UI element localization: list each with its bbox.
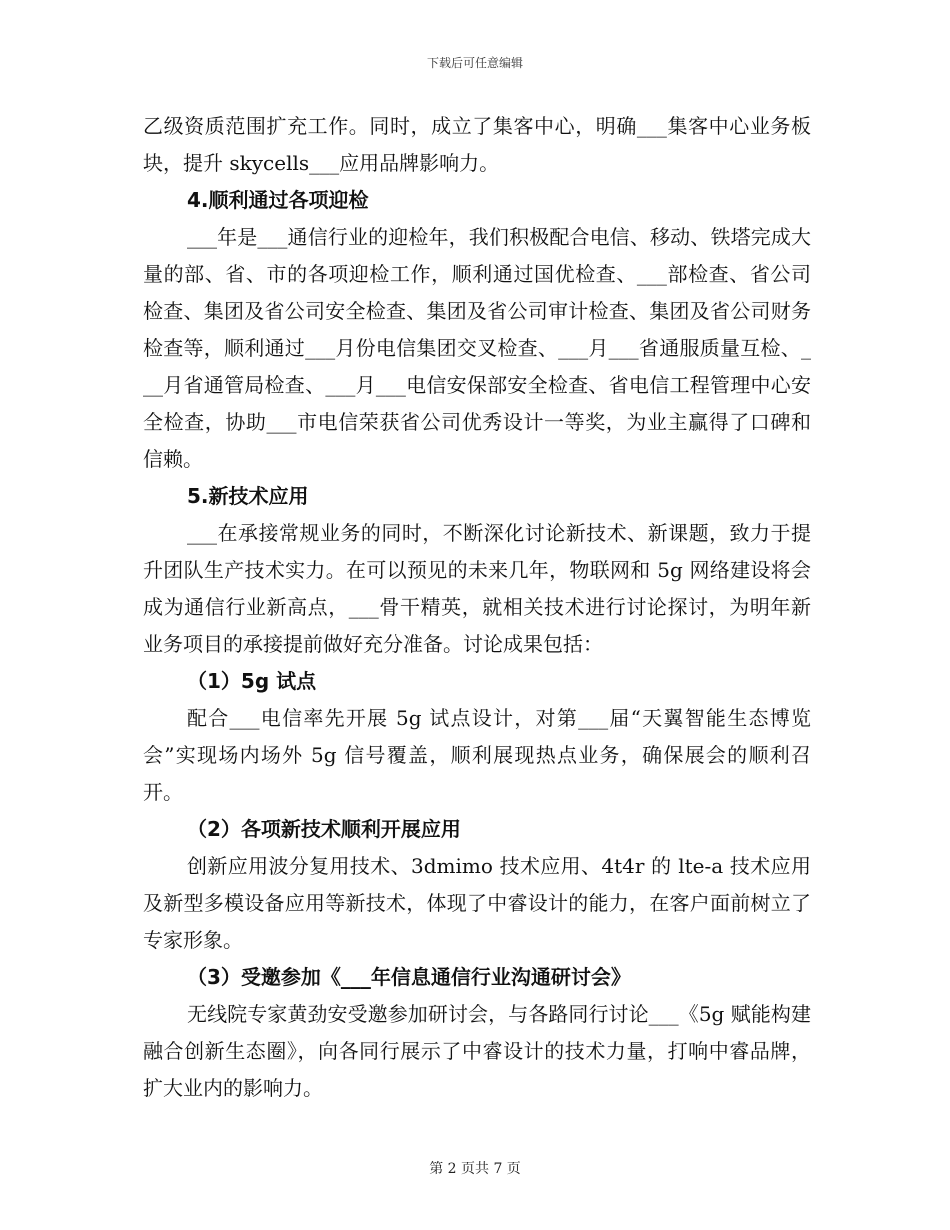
paragraph-5g-pilot: 配合___电信率先开展 5g 试点设计，对第___届“天翼智能生态博览会”实现场内场外 5g 信号覆盖，顺利展现热点业务，确保展会的顺利召开。 [143,706,811,804]
section-heading-new-tech: 5.新技术应用 [187,484,309,508]
subheading-5g-pilot: （1）5g 试点 [187,669,317,693]
page-header: 下载后可任意编辑 [426,56,523,70]
paragraph-seminar: 无线院专家黄劲安受邀参加研讨会，与各路同行讨论___《5g 赋能构建融合创新生态圈》，向各同行展示了中睿设计的技术力量，打响中睿品牌，扩大业内的影响力。 [143,1002,811,1100]
paragraph-tech-applications: 创新应用波分复用技术、3dmimo 技术应用、4t4r 的 lte-a 技术应用及新型多模设备应用等新技术，体现了中睿设计的能力，在客户面前树立了专家形象。 [143,854,811,952]
paragraph-intro: 乙级资质范围扩充工作。同时，成立了集客中心，明确___集客中心业务板块，提升 skycells___应用品牌影响力。 [143,114,811,175]
paragraph-new-tech: ___在承接常规业务的同时，不断深化讨论新技术、新课题，致力于提升团队生产技术实力。在可以预见的未来几年，物联网和 5g 网络建设将会成为通信行业新高点，___骨干精英，就相关技术进行讨论探讨，为明年新业务项目的承接提前做好充分准备。讨论成果包括： [143,521,811,656]
section-heading-inspections: 4.顺利通过各项迎检 [187,188,369,212]
paragraph-inspections: ___年是___通信行业的迎检年，我们积极配合电信、移动、铁塔完成大量的部、省、市的各项迎检工作，顺利通过国优检查、___部检查、省公司检查、集团及省公司安全检查、集团及省公司审计检查、集团及省公司财务检查等，顺利通过___月份电信集团交叉检查、___月___省通服质量互检、___月省通管局检查、___月___电信安保部安全检查、省电信工程管理中心安全检查，协助___市电信荣获省公司优秀设计一等奖，为业主赢得了口碑和信赖。 [143,225,811,471]
subheading-tech-applications: （2）各项新技术顺利开展应用 [187,817,461,841]
subheading-seminar: （3）受邀参加《___年信息通信行业沟通研讨会》 [187,965,631,989]
page-footer: 第 2 页共 7 页 [429,1161,521,1177]
document-body [143,108,811,1107]
